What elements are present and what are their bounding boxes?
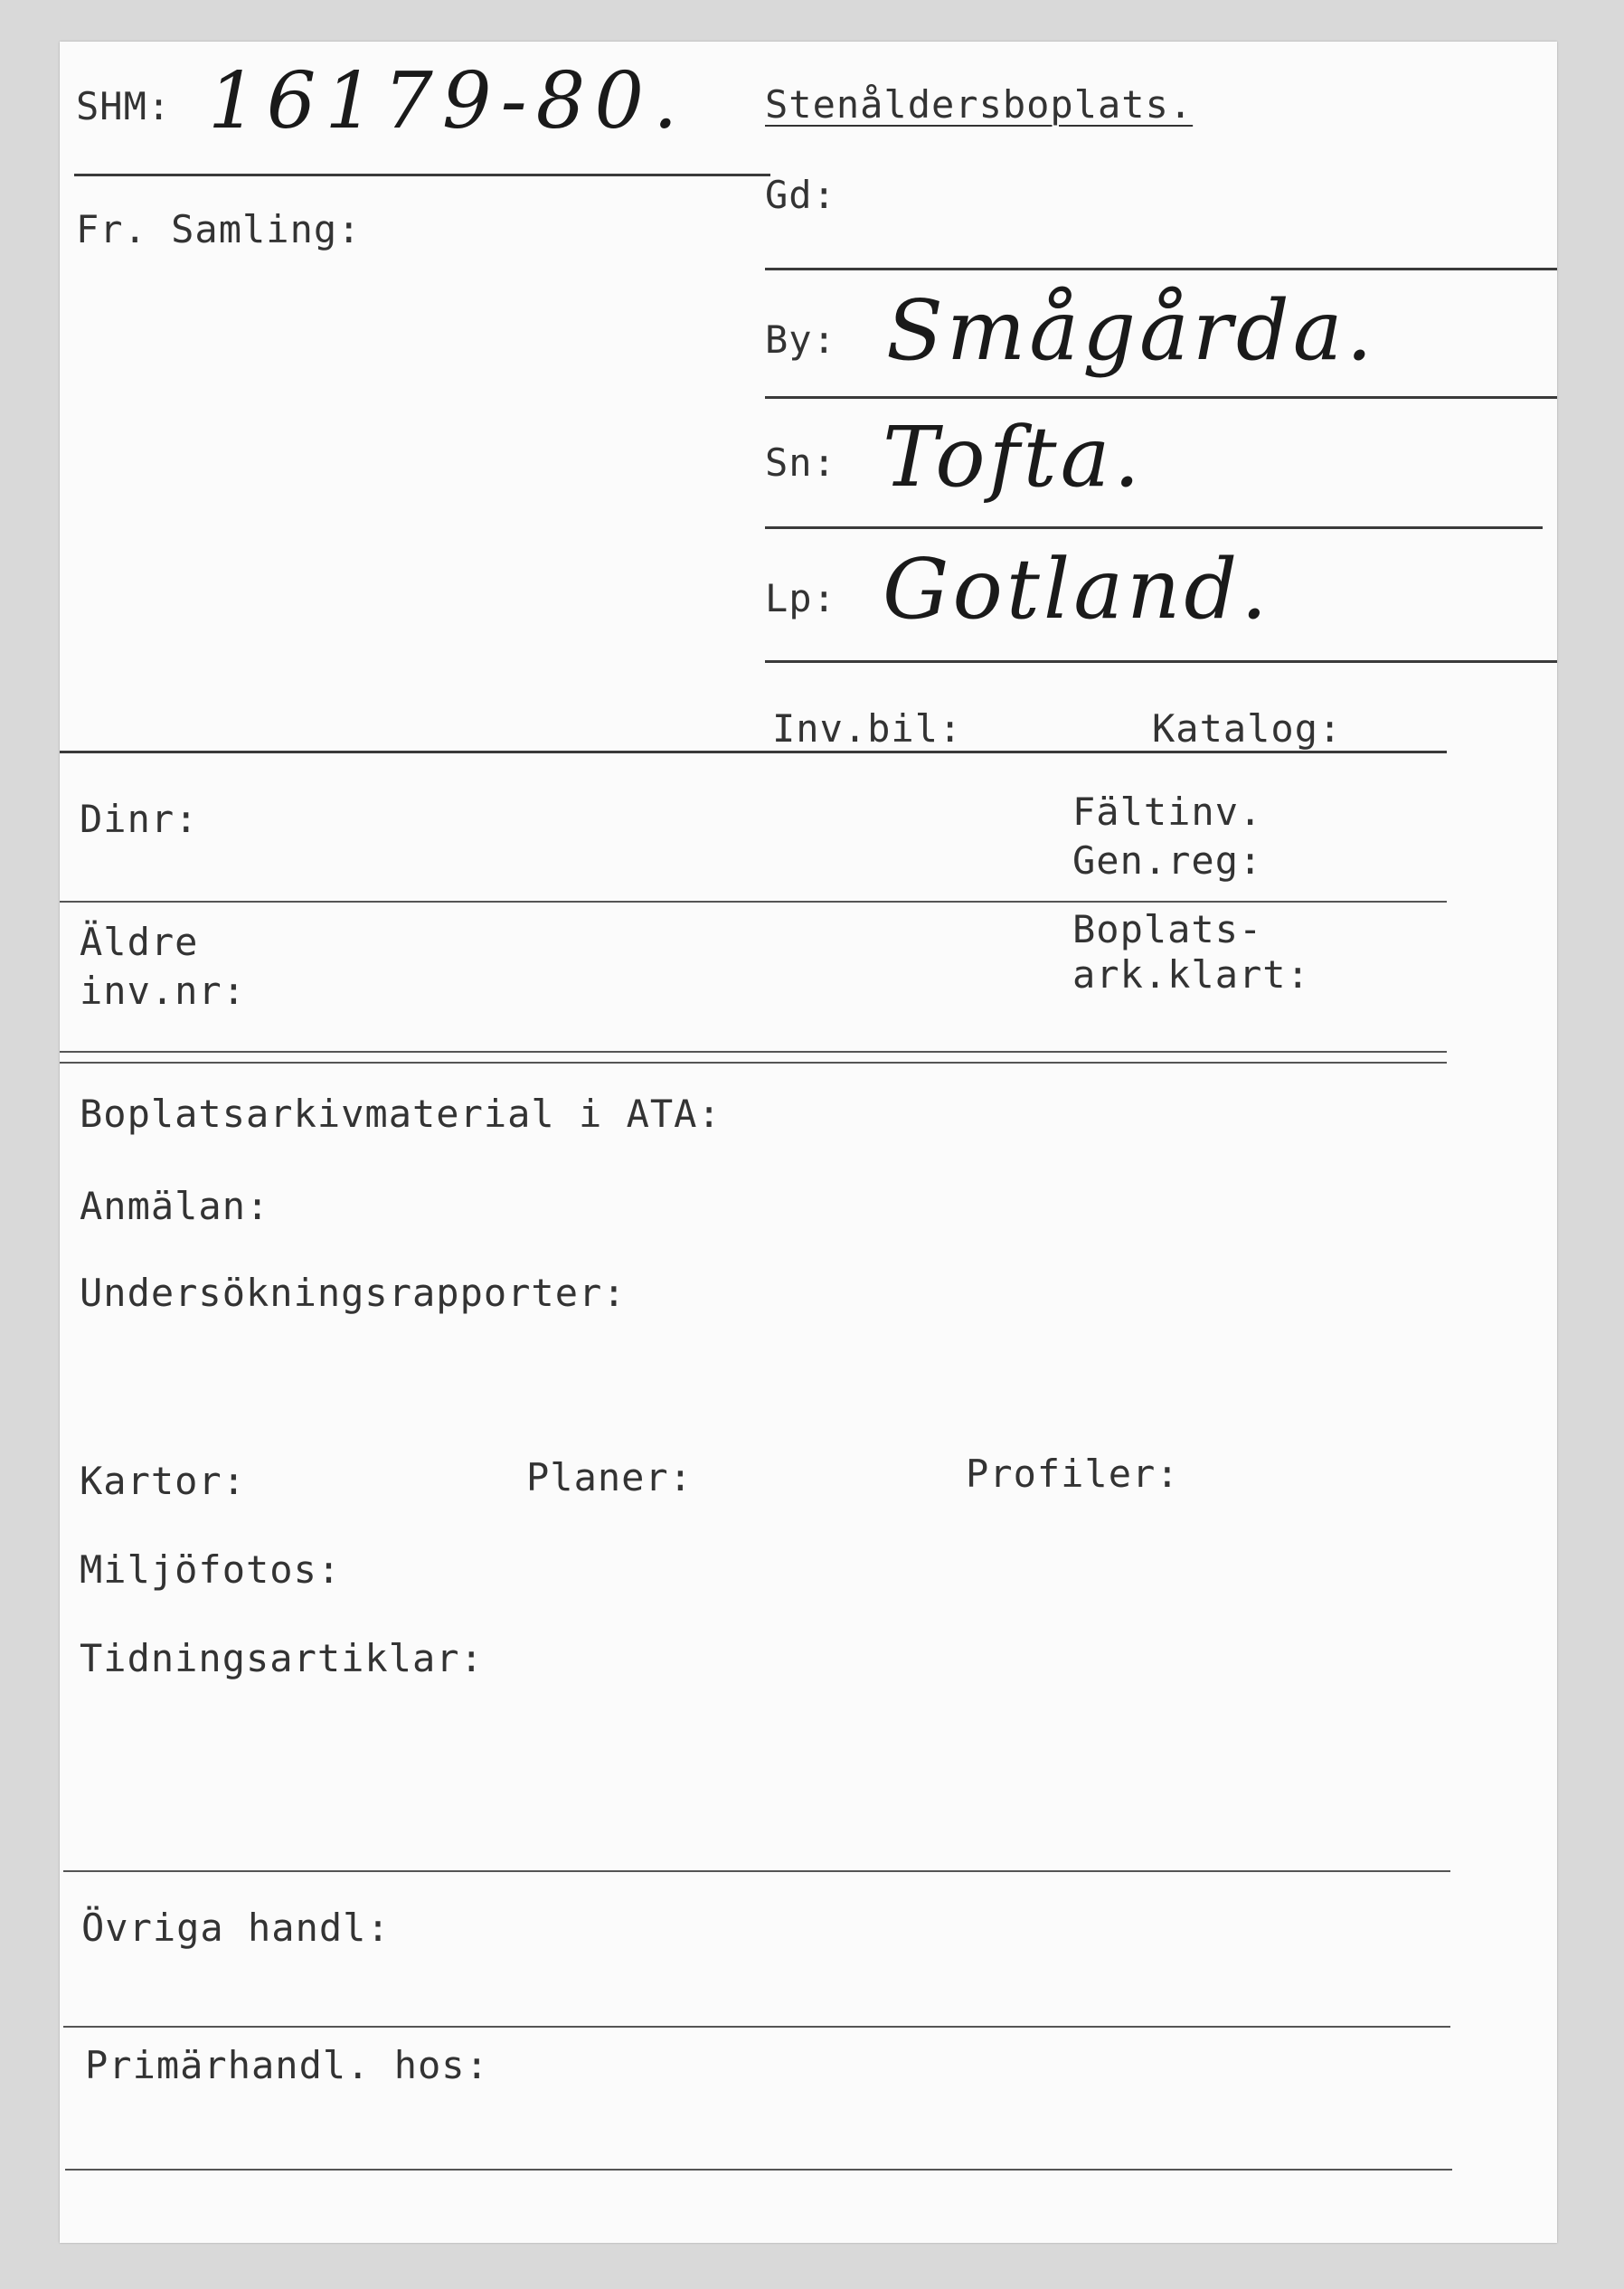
by-value-handwritten: Smågårda.	[886, 282, 1376, 379]
archive-heading: Boplatsarkivmaterial i ATA:	[80, 1092, 722, 1136]
tidning-label: Tidningsartiklar:	[80, 1636, 484, 1680]
divider-main-2	[60, 901, 1447, 903]
boplats-ark-label-line1: Boplats-	[1072, 907, 1263, 951]
lp-label: Lp:	[765, 576, 836, 620]
miljofotos-label: Miljöfotos:	[80, 1547, 342, 1592]
sn-label: Sn:	[765, 440, 836, 485]
lp-value-handwritten: Gotland.	[883, 541, 1271, 638]
divider-gd	[765, 268, 1557, 270]
divider-bottom	[65, 2169, 1452, 2171]
katalog-label: Katalog:	[1152, 706, 1343, 751]
divider-double-bottom	[60, 1062, 1447, 1064]
type-title: Stenåldersboplats.	[765, 82, 1194, 127]
aldre-label-line1: Äldre	[80, 920, 199, 964]
undersokning-label: Undersökningsrapporter:	[80, 1271, 627, 1315]
gd-label: Gd:	[765, 173, 836, 217]
divider-double-top	[60, 1051, 1447, 1053]
aldre-label-line2: inv.nr:	[80, 969, 247, 1013]
faltinv-label: Fältinv.	[1072, 790, 1263, 834]
divider-header-left	[74, 174, 770, 176]
shm-value-handwritten: 16179-80.	[208, 56, 687, 147]
ovriga-label: Övriga handl:	[81, 1906, 391, 1950]
profiler-label: Profiler:	[966, 1452, 1180, 1496]
inv-bil-label: Inv.bil:	[772, 706, 963, 751]
divider-main-1	[60, 751, 1447, 753]
divider-ovriga	[63, 1870, 1450, 1872]
sn-value-handwritten: Tofta.	[883, 409, 1144, 506]
shm-label: SHM:	[76, 84, 172, 128]
divider-by	[765, 396, 1557, 399]
primar-label: Primärhandl. hos:	[85, 2043, 489, 2087]
anmalan-label: Anmälan:	[80, 1184, 270, 1228]
dinr-label: Dinr:	[80, 797, 199, 841]
boplats-ark-label-line2: ark.klart:	[1072, 952, 1310, 997]
kartor-label: Kartor:	[80, 1459, 247, 1503]
genreg-label: Gen.reg:	[1072, 838, 1263, 883]
by-label: By:	[765, 317, 836, 362]
divider-sn	[765, 526, 1543, 529]
divider-primar	[63, 2026, 1450, 2028]
divider-lp	[765, 660, 1557, 663]
planer-label: Planer:	[526, 1455, 694, 1499]
fr-samling-label: Fr. Samling:	[76, 207, 362, 251]
